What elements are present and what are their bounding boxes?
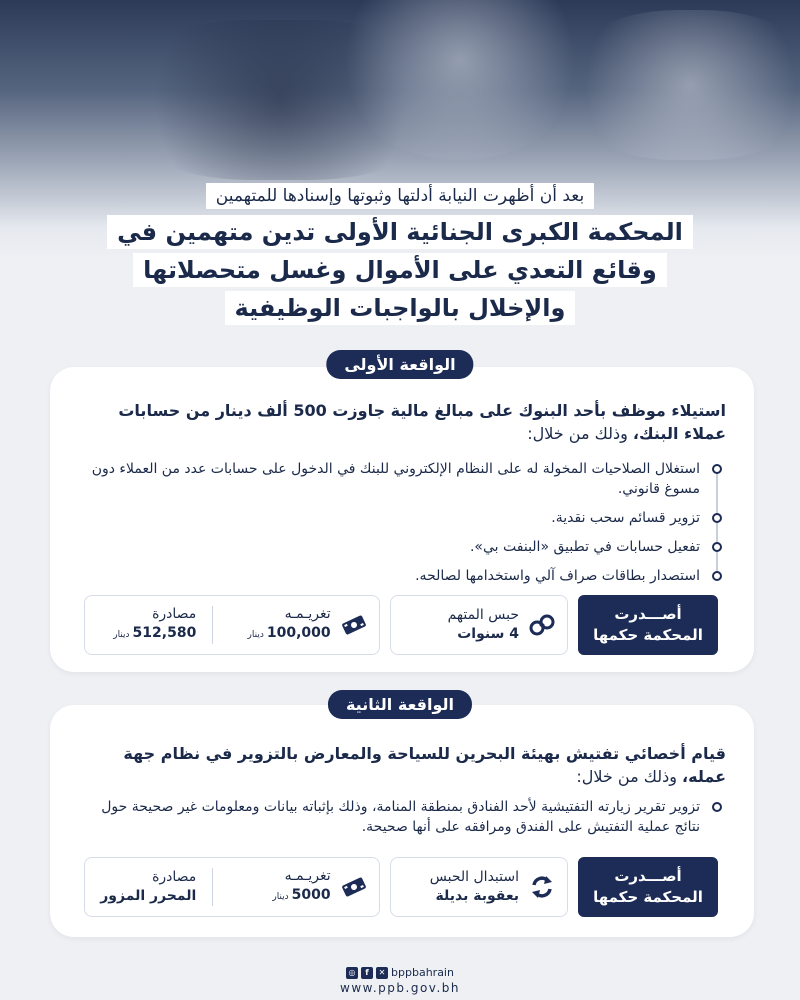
fine-label: تغريـمـه bbox=[284, 606, 331, 622]
confiscation-value: 512,580 bbox=[132, 625, 197, 641]
handcuffs-icon bbox=[527, 610, 557, 640]
social-handle[interactable]: bppbahrain bbox=[391, 966, 454, 979]
list-item: استصدار بطاقات صراف آلي واستخدامها لصالحه. bbox=[80, 566, 724, 586]
title-block bbox=[0, 183, 800, 329]
incident-2-lead-rest: وذلك من خلال: bbox=[576, 767, 683, 786]
incident-2-lead-bold: قيام أخصائي تفتيش بهيئة البحرين للسياحة والمعارض بالتزوير في نظام جهة عمله، bbox=[123, 744, 726, 786]
imprisonment-value: 4 سنوات bbox=[457, 626, 519, 642]
list-item: تزوير تقرير زيارته التفتيشية لأحد الفنادق بمنطقة المنامة، وذلك بإثباته بيانات ومعلومات غير صحيحة حول نتائج عملية التفتيش على الفندق ومرافقه على أنها صحيحة. bbox=[80, 797, 724, 837]
fine-confiscation-box bbox=[84, 857, 380, 917]
incident-1-verdict-row bbox=[84, 595, 718, 655]
confiscation-label: مصادرة bbox=[152, 869, 197, 885]
list-item: استغلال الصلاحيات المخولة له على النظام الإلكتروني للبنك في الدخول على حسابات عدد من العملاء دون مسوغ قانوني. bbox=[80, 459, 724, 499]
incident-1-bullets bbox=[80, 459, 724, 595]
confiscation-value: المحرر المزور bbox=[100, 888, 197, 904]
incident-2-lead bbox=[74, 742, 726, 788]
subtitle: بعد أن أظهرت النيابة أدلتها وثبوتها وإسنادها للمتهمين bbox=[206, 183, 594, 209]
incident-2-verdict-row bbox=[84, 857, 718, 917]
incident-1-lead-bold: استيلاء موظف بأحد البنوك على مبالغ مالية جاوزت 500 ألف دينار من حسابات عملاء البنك، bbox=[118, 401, 726, 443]
cash-icon bbox=[339, 610, 369, 640]
website-link[interactable]: www.ppb.gov.bh bbox=[340, 981, 460, 995]
bullet-dot-icon bbox=[712, 542, 722, 552]
incident-1-card bbox=[50, 367, 754, 672]
bullet-dot-icon bbox=[712, 513, 722, 523]
imprisonment-box bbox=[390, 595, 568, 655]
confiscation-label: مصادرة bbox=[152, 606, 197, 622]
headline-line-1: المحكمة الكبرى الجنائية الأولى تدين متهمين في bbox=[107, 215, 693, 249]
instagram-icon[interactable]: ◎ bbox=[346, 967, 358, 979]
headline bbox=[0, 215, 800, 329]
cash-icon bbox=[339, 872, 369, 902]
incident-1-lead-rest: وذلك من خلال: bbox=[527, 424, 633, 443]
incident-2-bullets bbox=[80, 797, 724, 846]
court-issued-badge: أصـــدرت المحكمة حكمها bbox=[578, 595, 718, 655]
incident-2-card bbox=[50, 705, 754, 937]
headline-line-3: والإخلال بالواجبات الوظيفية bbox=[225, 291, 576, 325]
bullet-dot-icon bbox=[712, 802, 722, 812]
penalty-label: استبدال الحبس bbox=[429, 869, 519, 885]
incident-2-title: الواقعة الثانية bbox=[328, 690, 472, 719]
x-icon[interactable]: ✕ bbox=[376, 967, 388, 979]
fine-label: تغريـمـه bbox=[284, 868, 331, 884]
incident-1-lead bbox=[74, 399, 726, 445]
facebook-icon[interactable]: f bbox=[361, 967, 373, 979]
alternative-penalty-box bbox=[390, 857, 568, 917]
list-item: تفعيل حسابات في تطبيق «البنفت بي». bbox=[80, 537, 724, 557]
footer bbox=[0, 960, 800, 995]
court-issued-badge: أصـــدرت المحكمة حكمها bbox=[578, 857, 718, 917]
swap-arrows-icon bbox=[527, 872, 557, 902]
social-handle-row bbox=[346, 966, 454, 979]
confiscation-unit: دينار bbox=[113, 630, 130, 640]
incident-1-title: الواقعة الأولى bbox=[326, 350, 473, 379]
fine-confiscation-box bbox=[84, 595, 380, 655]
list-item: تزوير قسائم سحب نقدية. bbox=[80, 508, 724, 528]
bullet-dot-icon bbox=[712, 571, 722, 581]
penalty-value: بعقوبة بديلة bbox=[435, 888, 519, 904]
fine-unit: دينار bbox=[247, 630, 264, 640]
headline-line-2: وقائع التعدي على الأموال وغسل متحصلاتها bbox=[133, 253, 667, 287]
fine-value: 100,000 bbox=[266, 625, 331, 641]
fine-unit: دينار bbox=[272, 892, 289, 902]
imprisonment-label: حبس المتهم bbox=[447, 607, 519, 623]
fine-value: 5000 bbox=[291, 887, 331, 903]
bullet-dot-icon bbox=[712, 464, 722, 474]
